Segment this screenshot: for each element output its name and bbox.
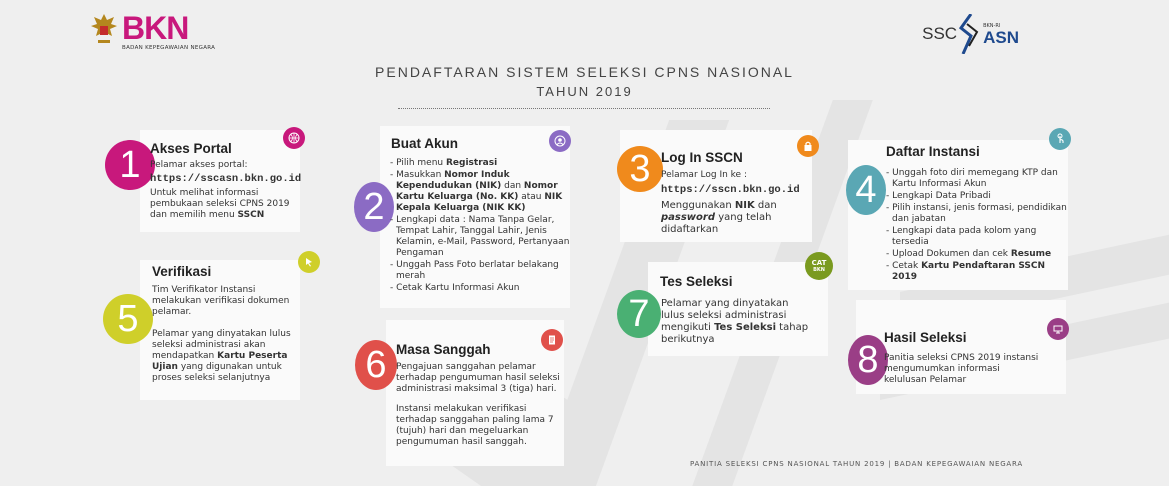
page-title: PENDAFTARAN SISTEM SELEKSI CPNS NASIONAL <box>375 64 794 80</box>
step-4-title: Daftar Instansi <box>886 144 980 159</box>
user-icon <box>549 130 571 152</box>
touch-icon <box>1049 128 1071 150</box>
step-4-item-3: - Pilih instansi, jenis formasi, pendidikan dan jabatan <box>886 203 1068 225</box>
step-2-item-2: - Masukkan Nomor Induk Kependudukan (NIK) dan Nomor Kartu Keluarga (No. KK) atau NIK Kepala Keluarga (NIK KK) <box>390 170 570 214</box>
step-6-line-1: Pengajuan sanggahan pelamar terhadap pengumuman hasil seleksi administrasi maksimal 3 (tiga) hari. <box>396 362 560 394</box>
step-6-line-2: Instansi melakukan verifikasi terhadap sanggahan paling lama 7 (tujuh) hari dan megeluarkan pengumuman hasil sanggah. <box>396 404 554 447</box>
step-7-title: Tes Seleksi <box>660 274 733 289</box>
cat-badge-sub: BKN <box>813 267 825 273</box>
step-1-text <box>150 160 300 221</box>
step-4-item-2: - Lengkapi Data Pribadi <box>886 191 1068 202</box>
step-3-line-2: Menggunakan NIK dan password yang telah didaftarkan <box>661 200 777 235</box>
step-2-item-1: - Pilih menu Registrasi <box>390 158 570 169</box>
step-2-number: 2 <box>354 182 394 232</box>
step-4-item-1: - Unggah foto diri memegang KTP dan Kartu Informasi Akun <box>886 168 1068 190</box>
step-1-number: 1 <box>105 140 155 190</box>
step-1-line-2: Untuk melihat informasi pembukaan seleksi CPNS 2019 dan memilih menu SSCN <box>150 188 290 220</box>
bkn-subtitle: BADAN KEPEGAWAIAN NEGARA <box>122 45 216 51</box>
globe-icon <box>283 127 305 149</box>
lock-icon <box>797 135 819 157</box>
cat-badge-label: CAT <box>811 259 827 267</box>
step-5-text <box>152 285 302 384</box>
step-1-title: Akses Portal <box>150 141 232 156</box>
step-2-item-4: - Unggah Pass Foto berlatar belakang merah <box>390 260 570 282</box>
step-5-number: 5 <box>103 294 153 344</box>
step-3-number: 3 <box>617 146 663 192</box>
step-4-item-6: - Cetak Kartu Pendaftaran SSCN 2019 <box>886 261 1068 283</box>
step-2-title: Buat Akun <box>391 136 458 151</box>
step-1-line-1: Pelamar akses portal: <box>150 160 248 170</box>
step-5-line-2: Pelamar yang dinyatakan lulus seleksi administrasi akan mendapatkan Kartu Peserta Ujian yang digunakan untuk proses seleksi selanjutnya <box>152 329 291 383</box>
step-8-number: 8 <box>848 335 888 385</box>
step-6-title: Masa Sanggah <box>396 342 491 357</box>
step-3-title: Log In SSCN <box>661 150 743 165</box>
step-2-item-3: - Lengkapi data : Nama Tanpa Gelar, Tempat Lahir, Tanggal Lahir, Jenis Kelamin, e-Mail, Password, Pertanyaan Pengaman <box>390 215 570 259</box>
step-4-text <box>886 168 1068 284</box>
step-4-item-5: - Upload Dokumen dan cek Resume <box>886 249 1068 260</box>
step-2-item-5: - Cetak Kartu Informasi Akun <box>390 283 570 294</box>
step-6-text <box>396 362 561 448</box>
step-6-number: 6 <box>355 340 397 390</box>
step-5-title: Verifikasi <box>152 264 212 279</box>
step-4-item-4: - Lengkapi data pada kolom yang tersedia <box>886 226 1068 248</box>
footer-text: PANITIA SELEKSI CPNS NASIONAL TAHUN 2019 | BADAN KEPEGAWAIAN NEGARA <box>689 460 1023 468</box>
step-5-line-1: Tim Verifikator Instansi melakukan verifikasi dokumen pelamar. <box>152 285 290 317</box>
garuda-icon <box>90 12 118 46</box>
step-1-url: https://sscasn.bkn.go.id <box>150 173 302 185</box>
monitor-icon <box>1047 318 1069 340</box>
step-3-line-1: Pelamar Log In ke : <box>661 170 747 180</box>
step-7-number: 7 <box>617 290 661 338</box>
cat-badge-icon <box>805 252 833 280</box>
title-divider <box>398 108 770 109</box>
ssc-text: SSC <box>922 24 958 43</box>
step-7-text: Pelamar yang dinyatakan lulus seleksi administrasi mengikuti Tes Seleksi tahap berikutnya <box>661 298 809 345</box>
step-8-title: Hasil Seleksi <box>884 330 967 345</box>
bkn-wordmark: BKN <box>122 10 189 46</box>
page-subtitle: TAHUN 2019 <box>536 84 633 99</box>
sscasn-logo <box>922 14 1019 54</box>
bknri-text: BKN-RI <box>983 22 1001 29</box>
step-8-text: Panitia seleksi CPNS 2019 instansi mengumumkan informasi kelulusan Pelamar <box>884 353 1039 385</box>
step-3-text <box>661 170 811 236</box>
cursor-icon <box>298 251 320 273</box>
sscasn-mark-icon <box>957 14 979 54</box>
bkn-logo <box>90 12 215 51</box>
document-icon <box>541 329 563 351</box>
step-3-url: https://sscn.bkn.go.id <box>661 184 800 196</box>
asn-text: ASN <box>983 27 1019 47</box>
step-4-number: 4 <box>846 165 886 215</box>
step-2-text <box>390 158 570 295</box>
